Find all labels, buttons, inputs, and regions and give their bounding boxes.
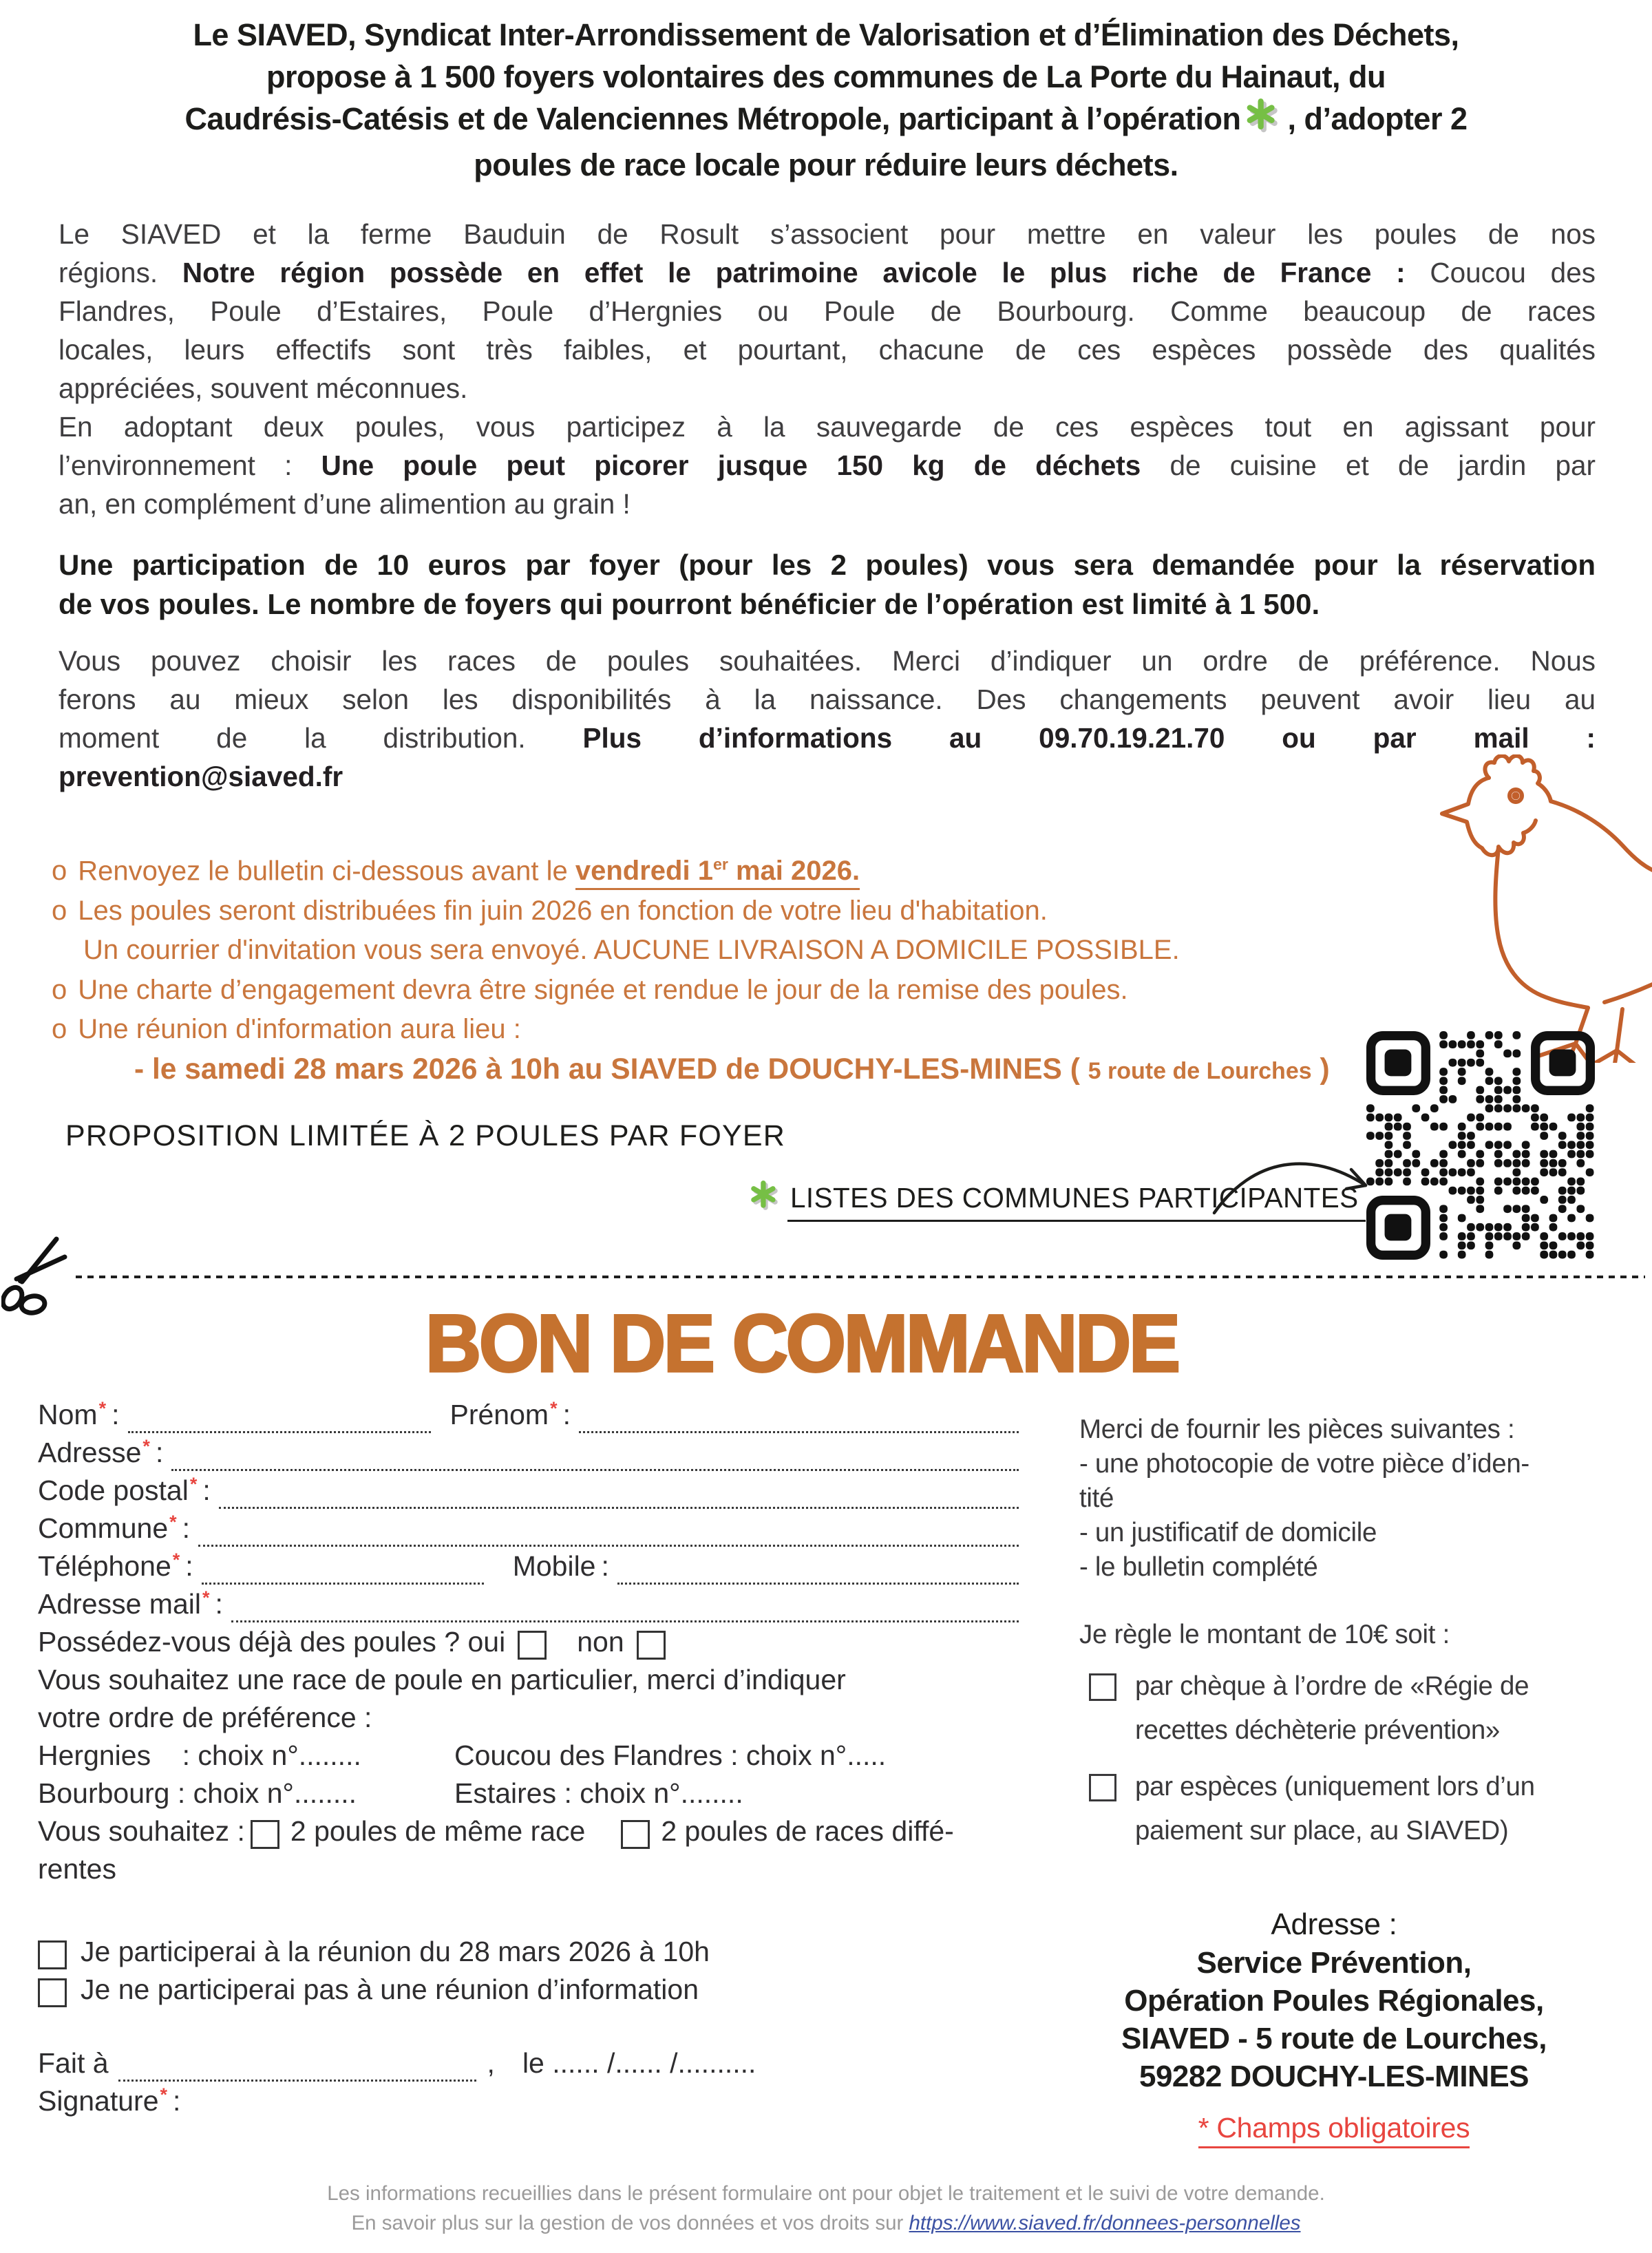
communes-list-link[interactable]: LISTES DES COMMUNES PARTICIPANTES [787, 1182, 1366, 1222]
colon: : [185, 1550, 193, 1582]
row-possede-poules [38, 1626, 1019, 1664]
deadline-date-text2: mai 2026. [728, 856, 860, 887]
note-distribution [52, 891, 1401, 931]
title-line-3-text-after: , d’adopter 2 [1287, 101, 1468, 136]
souhait-label: Vous souhaitez : [38, 1815, 245, 1847]
row-adresse [38, 1437, 1019, 1474]
note-text: Renvoyez le bulletin ci-dessous avant le [78, 856, 575, 887]
footer-line2 [0, 2208, 1652, 2238]
bourbourg-choice[interactable]: Bourbourg : choix n°........ [38, 1777, 357, 1809]
reunion-non-checkbox[interactable] [38, 1978, 67, 2007]
intro-line: locales, leurs effectifs sont très faibles, et pourtant, chacune de ces espèces possède des qualités [59, 334, 1596, 366]
non-checkbox[interactable] [637, 1631, 666, 1660]
chicken-drawing [1435, 754, 1652, 1063]
required-fields-note-text: * Champs obligatoires [1198, 2112, 1470, 2148]
cheque-line2: recettes déchèterie prévention» [1135, 1715, 1501, 1745]
document-item: tité [1079, 1483, 1114, 1513]
note-reunion [52, 1010, 1401, 1050]
deadline-date [575, 856, 860, 890]
row-hergnies-coucou [38, 1739, 1019, 1777]
note-charte [52, 971, 1401, 1011]
address-line: Service Prévention, [1196, 1946, 1472, 1980]
document-item: - le bulletin complété [1079, 1552, 1318, 1582]
row-code-postal [38, 1474, 1019, 1512]
required-asterisk: * [160, 2084, 168, 2105]
choices-line: Vous pouvez choisir les races de poules souhaitées. Merci d’indiquer un ordre de préférence. Nous [59, 645, 1596, 677]
row-commune [38, 1512, 1019, 1550]
privacy-link[interactable]: https://www.siaved.fr/donnees-personnelles [909, 2212, 1301, 2234]
page-title [38, 14, 1614, 186]
deadline-date-text: vendredi 1 [575, 856, 713, 887]
races-differentes-label: 2 poules de races diffé- [661, 1815, 954, 1847]
address-label: Adresse : [1271, 1907, 1397, 1941]
colon: : [182, 1512, 191, 1544]
row-fait-a [38, 2047, 1019, 2085]
row-reunion-oui [38, 1936, 1019, 1974]
participation-line: Une participation de 10 euros par foyer (pour les 2 poules) vous sera demandée pour la réservation [59, 549, 1596, 581]
intro-bold-text: Notre région possède en effet le patrimoine avicole le plus riche de France : [182, 257, 1406, 288]
adresse-mail-field[interactable] [231, 1588, 1019, 1622]
required-fields-note [1079, 2111, 1589, 2145]
payment-especes-row [1079, 1765, 1589, 1853]
choices-paragraph [59, 642, 1596, 796]
proposition-limit-text: PROPOSITION LIMITÉE À 2 POULES PAR FOYER [65, 1119, 785, 1152]
title-line-1: Le SIAVED, Syndicat Inter-Arrondissement de Valorisation et d’Élimination des Déchets, [193, 17, 1459, 52]
bullet-marker: o [52, 856, 67, 887]
prenom-field[interactable] [579, 1399, 1019, 1433]
intro-line [59, 253, 1596, 292]
required-asterisk: * [169, 1512, 177, 1532]
adresse-field[interactable] [171, 1437, 1019, 1471]
races-differentes-label-wrap: rentes [38, 1853, 116, 1885]
code-postal-label: Code postal [38, 1474, 189, 1506]
especes-label [1135, 1765, 1535, 1853]
row-adresse-mail [38, 1588, 1019, 1626]
mobile-field[interactable] [617, 1550, 1019, 1585]
colon: : [112, 1399, 120, 1430]
participation-paragraph [59, 545, 1596, 624]
green-asterisk-icon [749, 1180, 781, 1218]
colon: : [562, 1399, 571, 1430]
note-bold-text: ) [1311, 1053, 1330, 1086]
mobile-label: Mobile [512, 1550, 596, 1582]
note-text: Une charte d’engagement devra être signée et rendue le jour de la remise des poules. [78, 974, 1128, 1005]
intro-text: Coucou des [1405, 257, 1596, 288]
intro-line: appréciées, souvent méconnues. [59, 372, 468, 404]
hergnies-choice[interactable]: Hergnies : choix n°........ [38, 1739, 361, 1771]
payment-intro: Je règle le montant de 10€ soit : [1079, 1620, 1450, 1649]
colon: : [215, 1588, 223, 1620]
footer [0, 2179, 1652, 2238]
commune-label: Commune [38, 1512, 169, 1544]
comma: , [487, 2047, 495, 2079]
footer-line1: Les informations recueillies dans le présent formulaire ont pour objet le traitement et le suivi de votre demande. [327, 2182, 1325, 2205]
document-item: - une photocopie de votre pièce d’iden- [1079, 1449, 1529, 1479]
email-text: prevention@siaved.fr [59, 761, 343, 792]
title-line-2: propose à 1 500 foyers volontaires des communes de La Porte du Hainaut, du [266, 59, 1386, 94]
mailing-address [1079, 1905, 1589, 2095]
intro-paragraph [59, 215, 1596, 523]
order-form-left [38, 1399, 1019, 2123]
telephone-label: Téléphone [38, 1550, 171, 1582]
cheque-line1: par chèque à l’ordre de «Régie de [1135, 1671, 1529, 1701]
reunion-oui-checkbox[interactable] [38, 1940, 67, 1969]
qr-code [1366, 1031, 1595, 1260]
row-signature [38, 2085, 1019, 2123]
required-asterisk: * [172, 1549, 180, 1570]
notes-list [52, 845, 1401, 1091]
deadline-date-sup: er [712, 856, 728, 874]
fait-a-field[interactable] [118, 2047, 476, 2082]
races-differentes-checkbox[interactable] [621, 1820, 650, 1849]
telephone-field[interactable] [202, 1550, 484, 1585]
colon: : [202, 1474, 211, 1506]
signature-label: Signature [38, 2085, 159, 2117]
race-question-line2: votre ordre de préférence : [38, 1702, 372, 1733]
especes-checkbox[interactable] [1089, 1774, 1116, 1801]
address-line: SIAVED - 5 route de Lourches, [1121, 2022, 1547, 2055]
note-reunion-date [134, 1050, 1401, 1092]
meme-race-label: 2 poules de même race [290, 1815, 586, 1847]
bullet-marker: o [52, 895, 67, 926]
cut-dashed-line [76, 1276, 1645, 1278]
possede-question: Possédez-vous déjà des poules ? oui [38, 1626, 506, 1658]
bullet-marker: o [52, 1014, 67, 1045]
colon: : [155, 1437, 164, 1468]
note-text: Une réunion d'information aura lieu : [78, 1014, 521, 1045]
title-line-3 [38, 98, 1614, 144]
estaires-choice[interactable]: Estaires : choix n°........ [454, 1777, 743, 1809]
intro-line: Le SIAVED et la ferme Bauduin de Rosult s’associent pour mettre en valeur les poules de nos [59, 218, 1596, 250]
arrow-to-qr-icon [1205, 1134, 1384, 1224]
title-line-3-text: Caudrésis-Catésis et de Valenciennes Métropole, participant à l’opération [184, 101, 1241, 136]
note-bold-text: - le samedi 28 mars 2026 à 10h au SIAVED de DOUCHY-LES-MINES ( [134, 1053, 1088, 1086]
race-question-line1: Vous souhaitez une race de poule en particulier, merci d’indiquer [38, 1664, 846, 1695]
intro-line [59, 446, 1596, 485]
participation-line: de vos poules. Le nombre de foyers qui pourront bénéficier de l’opération est limité à 1 500. [59, 588, 1320, 620]
choices-line [59, 719, 1596, 757]
date-field[interactable]: le ...... /...... /.......... [522, 2047, 756, 2079]
row-souhait-races [38, 1815, 1019, 1853]
prenom-label: Prénom [449, 1399, 549, 1430]
choices-line: ferons au mieux selon les disponibilités à la naissance. Des changements peuvent avoir lieu au [59, 684, 1596, 715]
especes-line1: par espèces (uniquement lors d’un [1135, 1772, 1535, 1801]
required-asterisk: * [550, 1398, 558, 1419]
title-line-4: poules de race locale pour réduire leurs déchets. [474, 147, 1178, 182]
bullet-marker: o [52, 974, 67, 1005]
intro-text: régions. [59, 257, 182, 288]
code-postal-field[interactable] [219, 1474, 1019, 1509]
intro-line: an, en complément d’une alimention au grain ! [59, 488, 631, 520]
colon: : [601, 1550, 609, 1582]
coucou-choice[interactable]: Coucou des Flandres : choix n°..... [454, 1739, 887, 1771]
reunion-oui-label: Je participerai à la réunion du 28 mars 2026 à 10h [81, 1936, 710, 1967]
note-courrier [83, 931, 1401, 971]
fait-a-label: Fait à [38, 2047, 109, 2079]
document-item: - un justificatif de domicile [1079, 1518, 1377, 1547]
note-text: Les poules seront distribuées fin juin 2026 en fonction de votre lieu d'habitation. [78, 895, 1048, 926]
documents-title: Merci de fournir les pièces suivantes : [1079, 1415, 1515, 1444]
row-bourbourg-estaires [38, 1777, 1019, 1815]
meme-race-checkbox[interactable] [251, 1820, 279, 1849]
required-asterisk: * [189, 1474, 198, 1494]
cheque-checkbox[interactable] [1089, 1673, 1116, 1701]
note-text: Un courrier d'invitation vous sera envoyé. AUCUNE LIVRAISON A DOMICILE POSSIBLE. [83, 935, 1180, 966]
required-asterisk: * [202, 1587, 210, 1608]
footer-line2-text: En savoir plus sur la gestion de vos données et vos droits sur [351, 2212, 909, 2234]
especes-line2: paiement sur place, au SIAVED) [1135, 1816, 1509, 1845]
nom-field[interactable] [128, 1399, 431, 1433]
intro-line: En adoptant deux poules, vous participez à la sauvegarde de ces espèces tout en agissant pour [59, 411, 1596, 443]
intro-text: de cuisine et de jardin par [1141, 449, 1596, 481]
cheque-label [1135, 1664, 1529, 1753]
colon: : [173, 2085, 181, 2117]
commune-field[interactable] [198, 1512, 1019, 1547]
intro-text: l’environnement : [59, 449, 321, 481]
required-asterisk: * [142, 1436, 150, 1457]
payment-cheque-row [1079, 1664, 1589, 1753]
required-asterisk: * [98, 1398, 107, 1419]
adresse-mail-label: Adresse mail [38, 1588, 201, 1620]
green-asterisk-icon [1245, 98, 1280, 144]
order-form-right [1079, 1413, 1589, 2145]
row-reunion-non [38, 1974, 1019, 2011]
reunion-non-label: Je ne participerai pas à une réunion d’information [81, 1974, 699, 2005]
adresse-label: Adresse [38, 1437, 142, 1468]
phone-info-bold: Plus d’informations au 09.70.19.21.70 ou par mail : [582, 722, 1596, 754]
intro-bold-text: Une poule peut picorer jusque 150 kg de déchets [321, 449, 1141, 481]
order-form-title: BON DE COMMANDE [425, 1298, 1178, 1389]
note-deadline [52, 845, 1401, 891]
address-line: 59282 DOUCHY-LES-MINES [1139, 2060, 1529, 2093]
row-nom-prenom [38, 1399, 1019, 1437]
address-line: Opération Poules Régionales, [1124, 1984, 1544, 2018]
nom-label: Nom [38, 1399, 98, 1430]
oui-checkbox[interactable] [518, 1631, 547, 1660]
row-telephone-mobile [38, 1550, 1019, 1588]
intro-line: Flandres, Poule d’Estaires, Poule d’Hergnies ou Poule de Bourbourg. Comme beaucoup de races [59, 295, 1596, 327]
non-label: non [577, 1626, 624, 1658]
note-small-text: 5 route de Lourches [1088, 1057, 1312, 1084]
choices-text: moment de la distribution. [59, 722, 583, 754]
